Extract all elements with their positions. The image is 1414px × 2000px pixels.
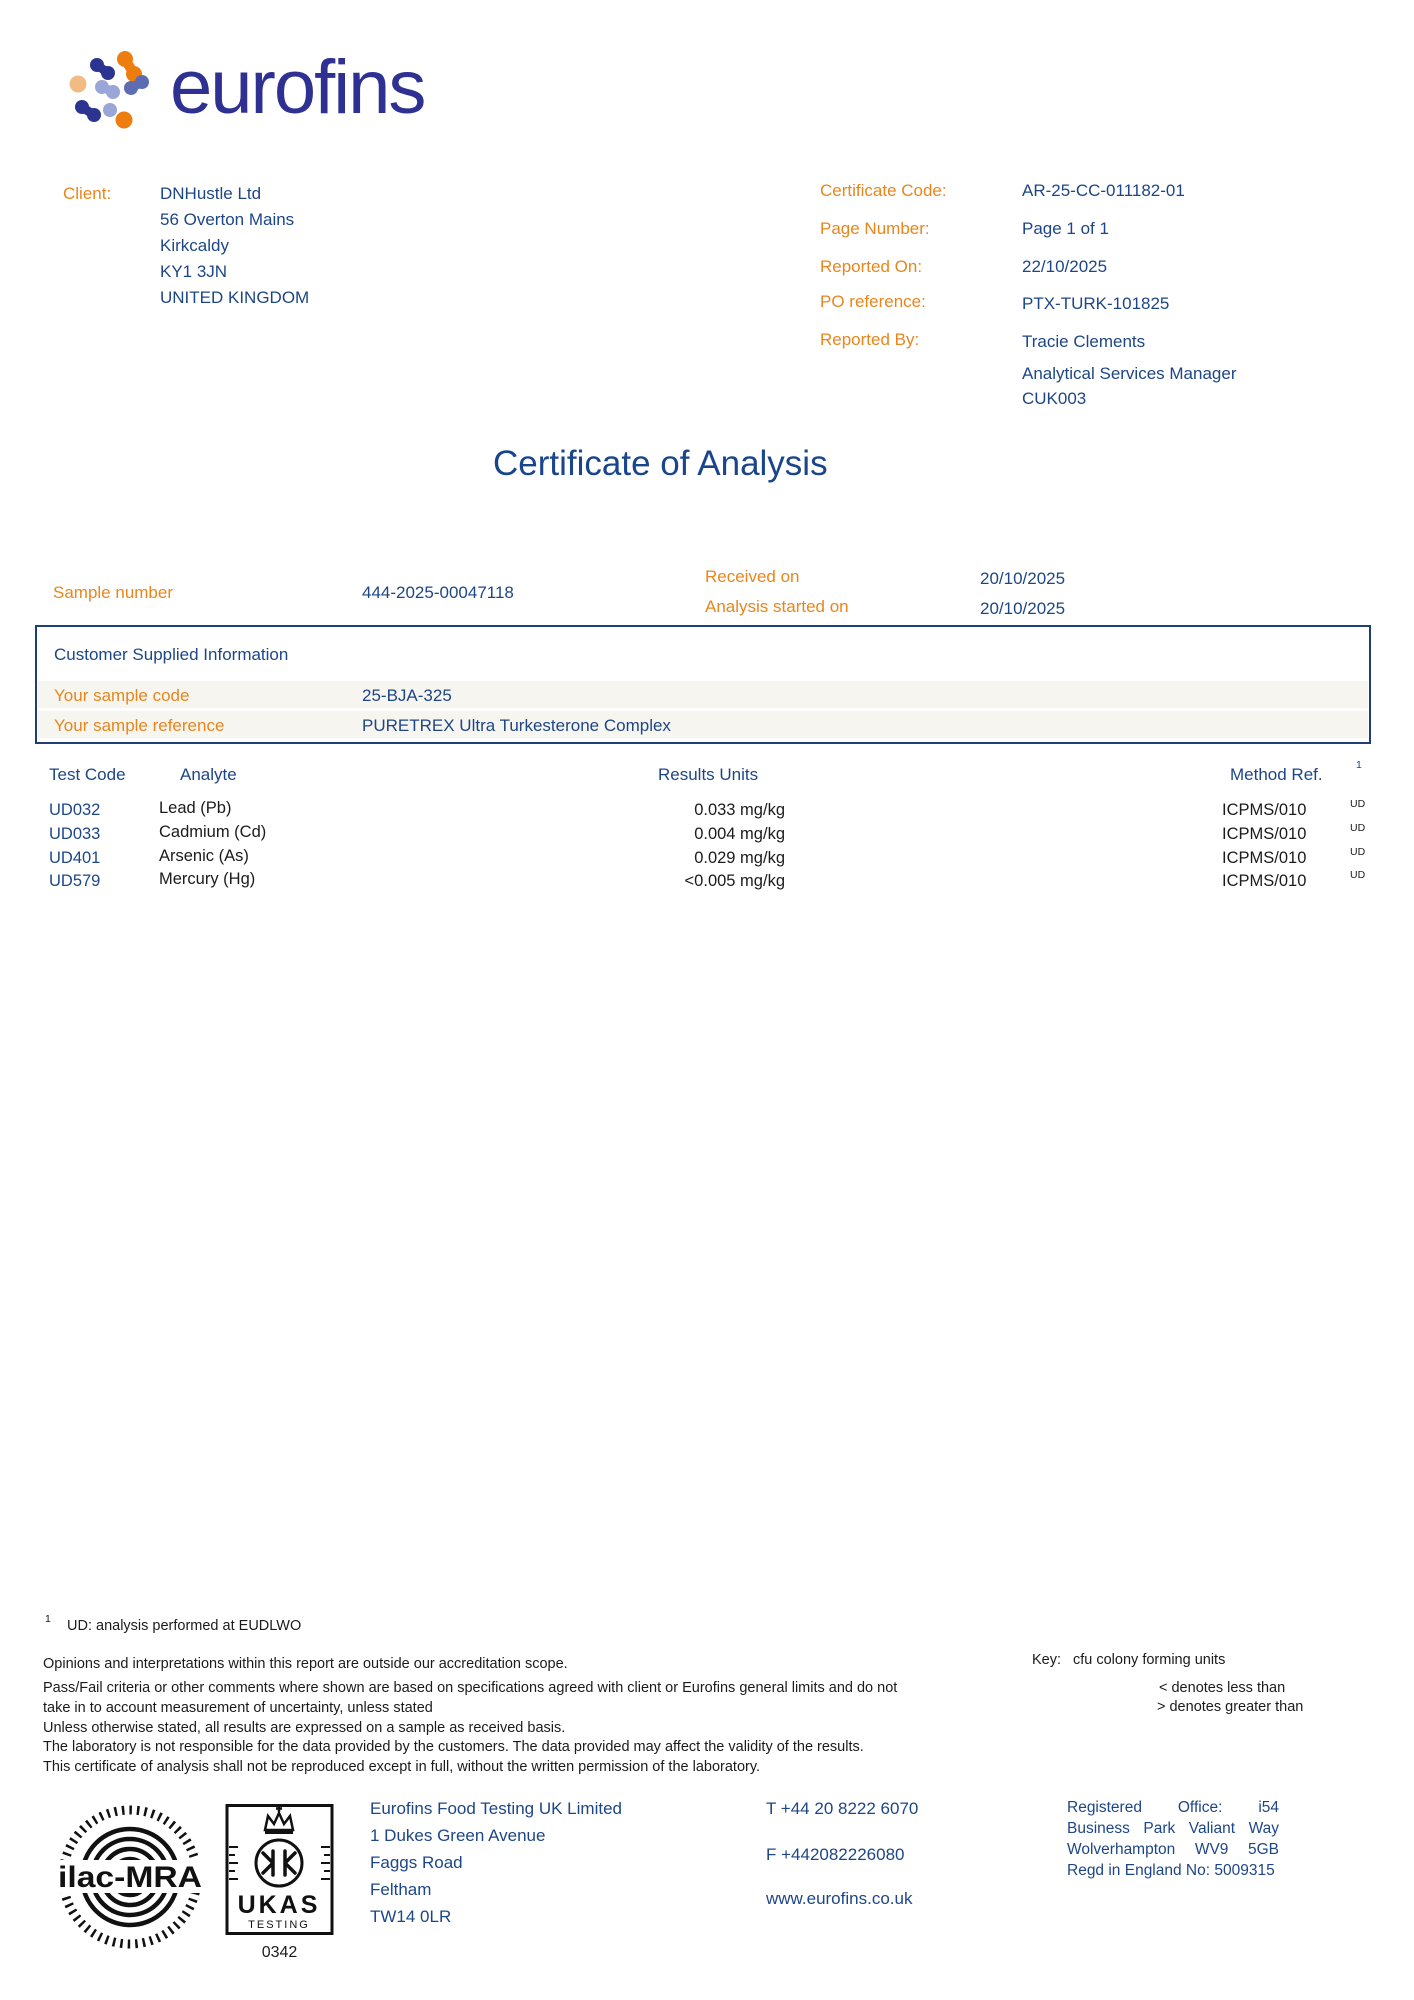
client-address-line: 56 Overton Mains — [160, 210, 295, 229]
company-address-line: TW14 0LR — [370, 1907, 452, 1926]
page-title: Certificate of Analysis — [493, 444, 828, 483]
analyte: Lead (Pb) — [159, 799, 232, 817]
company-address-line: Faggs Road — [370, 1853, 463, 1872]
reported-by-name: Tracie Clements — [1022, 332, 1146, 351]
method-sup: UD — [1350, 869, 1366, 881]
col-header-test-code: Test Code — [49, 765, 126, 784]
test-code: UD032 — [49, 801, 101, 819]
col-header-method-ref: Method Ref. — [1230, 765, 1323, 784]
received-on-value: 20/10/2025 — [980, 569, 1066, 588]
registered-office-line: Wolverhampton WV9 5GB — [1067, 1841, 1279, 1858]
row-band — [38, 681, 1368, 708]
method-ref: ICPMS/010 — [1222, 872, 1307, 890]
analysis-started-label: Analysis started on — [705, 597, 849, 616]
website-link[interactable]: www.eurofins.co.uk — [766, 1889, 913, 1908]
footnote-text: UD: analysis performed at EUDLWO — [67, 1618, 302, 1634]
result-value: 0.004 mg/kg — [694, 825, 785, 843]
client-label: Client: — [63, 184, 112, 203]
ilac-mra-text: ilac-MRA — [58, 1861, 202, 1894]
eurofins-logo-mark — [68, 50, 164, 132]
registered-number-line: Regd in England No: 5009315 — [1067, 1862, 1275, 1879]
footnote-marker: 1 — [45, 1613, 51, 1625]
key-label: Key: — [1032, 1652, 1062, 1668]
sample-code-label: Your sample code — [54, 686, 190, 705]
certificate-code-label: Certificate Code: — [820, 181, 947, 200]
test-code: UD033 — [49, 825, 101, 843]
disclaimer-line: Pass/Fail criteria or other comments where shown are based on specifications agreed with client or Eurofins general limits and do not — [43, 1680, 898, 1696]
phone-number: T +44 20 8222 6070 — [766, 1799, 919, 1818]
analyte: Arsenic (As) — [159, 847, 249, 865]
test-code: UD401 — [49, 849, 101, 867]
sample-reference-value: PURETREX Ultra Turkesterone Complex — [362, 716, 671, 735]
disclaimer-line: The laboratory is not responsible for the data provided by the customers. The data provided may affect the validity of the results. — [43, 1739, 864, 1755]
method-ref: ICPMS/010 — [1222, 849, 1307, 867]
sample-number-label: Sample number — [53, 583, 174, 602]
row-band — [38, 711, 1368, 738]
page-number-label: Page Number: — [820, 219, 930, 238]
certificate-code-value: AR-25-CC-011182-01 — [1022, 181, 1185, 200]
analyte: Cadmium (Cd) — [159, 823, 267, 841]
result-value: 0.033 mg/kg — [694, 801, 785, 819]
po-reference-value: PTX-TURK-101825 — [1022, 294, 1170, 313]
sample-code-value: 25-BJA-325 — [362, 686, 452, 705]
fax-number: F +442082226080 — [766, 1845, 905, 1864]
result-value: <0.005 mg/kg — [684, 872, 785, 890]
method-sup: UD — [1350, 822, 1366, 834]
registered-office-line: Business Park Valiant Way — [1067, 1820, 1279, 1837]
key-item: > denotes greater than — [1157, 1699, 1304, 1715]
company-address-line: Feltham — [370, 1880, 432, 1899]
page-number-value: Page 1 of 1 — [1022, 219, 1109, 238]
analyte: Mercury (Hg) — [159, 870, 256, 888]
reported-on-value: 22/10/2025 — [1022, 257, 1108, 276]
disclaimer-line: This certificate of analysis shall not be reproduced except in full, without the written permission of the laboratory. — [43, 1759, 761, 1775]
method-ref: ICPMS/010 — [1222, 825, 1307, 843]
ukas-logo — [222, 1801, 337, 1939]
registered-office-line: Registered Office: i54 — [1067, 1799, 1279, 1816]
disclaimer-line: Unless otherwise stated, all results are expressed on a sample as received basis. — [43, 1720, 566, 1736]
test-code: UD579 — [49, 872, 101, 890]
company-name: Eurofins Food Testing UK Limited — [370, 1799, 622, 1818]
method-sup: UD — [1350, 846, 1366, 858]
po-reference-label: PO reference: — [820, 292, 926, 311]
reported-on-label: Reported On: — [820, 257, 923, 276]
analysis-started-value: 20/10/2025 — [980, 599, 1066, 618]
eurofins-wordmark: eurofins — [170, 45, 425, 130]
ukas-testing-text: TESTING — [248, 1919, 310, 1931]
sample-number-value: 444-2025-00047118 — [362, 583, 514, 602]
disclaimer-line: Opinions and interpretations within this report are outside our accreditation scope. — [43, 1656, 568, 1672]
sample-reference-label: Your sample reference — [54, 716, 225, 735]
ilac-mra-logo — [55, 1801, 205, 1953]
disclaimer-line: take in to account measurement of uncertainty, unless stated — [43, 1700, 433, 1716]
client-name: DNHustle Ltd — [160, 184, 262, 203]
reported-by-label: Reported By: — [820, 330, 920, 349]
key-item: cfu colony forming units — [1073, 1652, 1226, 1668]
client-address-line: KY1 3JN — [160, 262, 228, 281]
method-ref: ICPMS/010 — [1222, 801, 1307, 819]
reported-by-code: CUK003 — [1022, 389, 1087, 408]
method-ref-footnote-marker: 1 — [1356, 759, 1362, 771]
reported-by-title: Analytical Services Manager — [1022, 364, 1237, 383]
col-header-analyte: Analyte — [180, 765, 237, 784]
client-address-line: Kirkcaldy — [160, 236, 229, 255]
key-item: < denotes less than — [1159, 1680, 1286, 1696]
method-sup: UD — [1350, 798, 1366, 810]
ukas-number: 0342 — [261, 1944, 298, 1961]
col-header-results-units: Results Units — [658, 765, 759, 784]
company-address-line: 1 Dukes Green Avenue — [370, 1826, 546, 1845]
received-on-label: Received on — [705, 567, 800, 586]
result-value: 0.029 mg/kg — [694, 849, 785, 867]
customer-info-title: Customer Supplied Information — [54, 645, 289, 664]
client-address-line: UNITED KINGDOM — [160, 288, 310, 307]
ukas-text: UKAS — [237, 1891, 321, 1919]
